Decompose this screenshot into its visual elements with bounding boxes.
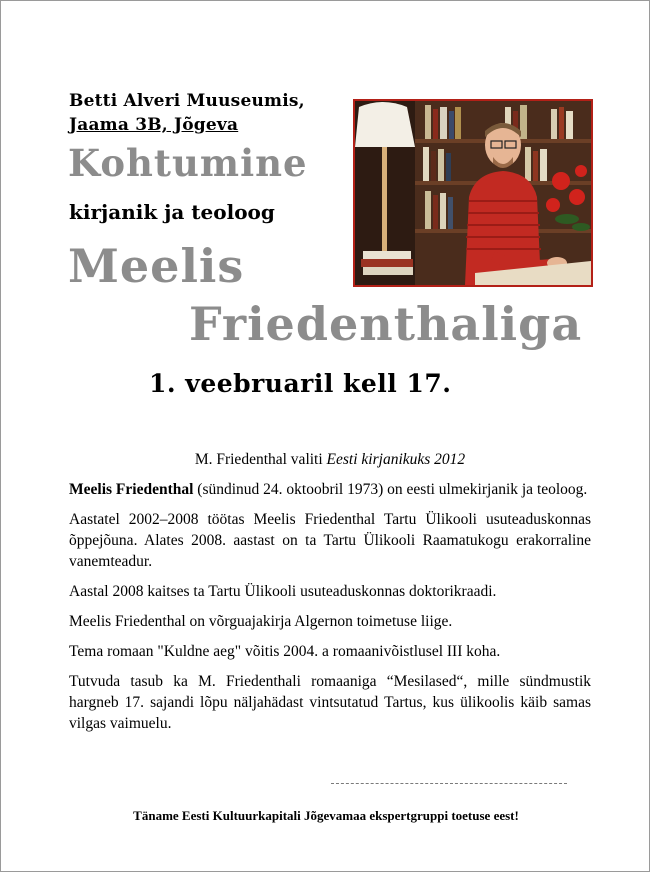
bio-name: Meelis Friedenthal <box>69 481 194 498</box>
novel-award-paragraph: Tema romaan "Kuldne aeg" võitis 2004. a romaanivõistlusel III koha. <box>69 643 501 660</box>
article-body <box>69 449 591 743</box>
dashed-divider <box>331 783 567 784</box>
sponsor-thanks: Täname Eesti Kultuurkapitali Jõgevamaa ekspertgruppi toetuse eest! <box>133 808 519 823</box>
author-portrait-photo <box>353 99 593 287</box>
algernon-paragraph: Meelis Friedenthal on võrguajakirja Algernon toimetuse liige. <box>69 613 453 630</box>
career-paragraph: Aastatel 2002–2008 töötas Meelis Friedenthal Tartu Ülikooli usuteaduskonnas õppejõuna. Alates 2008. aastast on ta Tartu Ülikooli Raamatukogu erakorraline vanemteadur. <box>69 511 591 570</box>
award-title: Eesti kirjanikuks 2012 <box>326 451 466 468</box>
venue-line-2: Jaama 3B, Jõgeva <box>69 115 239 135</box>
bio-text: (sündinud 24. oktoobril 1973) on eesti ulmekirjanik ja teoloog. <box>193 481 588 498</box>
award-prefix: M. Friedenthal valiti <box>194 451 327 468</box>
guest-last-name: Friedenthaliga <box>189 297 583 351</box>
venue-line-1: Betti Alveri Muuseumis, <box>69 91 305 111</box>
doctorate-paragraph: Aastal 2008 kaitses ta Tartu Ülikooli usuteaduskonnas doktorikraadi. <box>69 583 497 600</box>
guest-subtitle: kirjanik ja teoloog <box>69 200 275 224</box>
event-heading: Kohtumine <box>68 141 308 185</box>
bio-paragraph <box>69 479 591 500</box>
portrait-illustration <box>355 101 591 285</box>
event-date: 1. veebruaril kell 17. <box>149 369 452 398</box>
award-line <box>69 449 591 470</box>
mesilased-paragraph: Tutvuda tasub ka M. Friedenthali romaaniga “Mesilased“, mille sündmustik hargneb 17. sajandi lõpu näljahädast vintsutatud Tartus, kus ülikoolis käib samas vilgas vaimuelu. <box>69 673 591 732</box>
guest-first-name: Meelis <box>68 239 245 293</box>
venue-address <box>69 89 305 137</box>
